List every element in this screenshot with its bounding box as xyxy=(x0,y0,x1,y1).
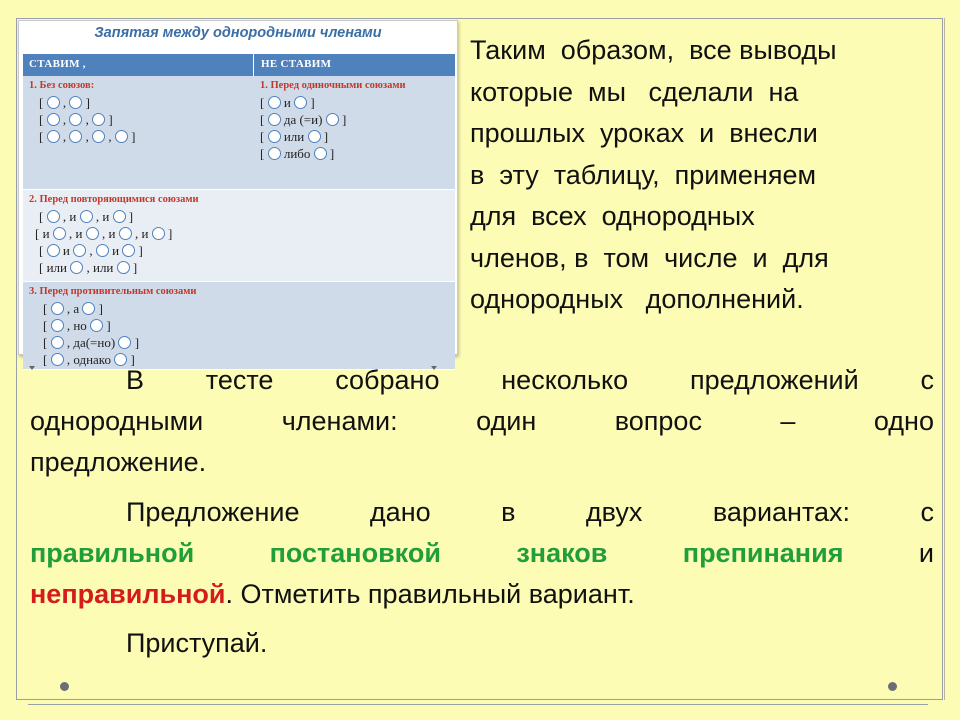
intro-line: членов, в том числе и для xyxy=(470,242,829,273)
row-heading: 2. Перед повторяющимися союзами xyxy=(29,194,199,205)
table-cell xyxy=(254,190,455,281)
correct-highlight: правильной постановкой знаков препинания xyxy=(30,538,844,568)
pattern: [ , ] xyxy=(39,95,90,110)
intro-line: прошлых уроках и внесли xyxy=(470,118,818,148)
table-cell xyxy=(254,76,455,189)
intro-line: которые мы сделали на xyxy=(470,76,799,107)
rules-table-image xyxy=(18,20,458,367)
pattern: [ , , ] xyxy=(39,112,113,127)
paragraph-start xyxy=(30,623,934,664)
pattern: [ , а ] xyxy=(43,301,103,316)
incorrect-highlight: неправильной xyxy=(30,579,226,609)
intro-line: для всех однородных xyxy=(470,201,755,231)
intro-line: однородных дополнений. xyxy=(470,284,804,314)
paragraph-line: . Отметить правильный вариант. xyxy=(225,579,635,609)
header-no-comma: НЕ СТАВИМ xyxy=(261,58,332,70)
row-heading: 1. Перед одиночными союзами xyxy=(260,80,406,91)
table-row xyxy=(23,190,455,282)
pattern: [ , , , ] xyxy=(39,129,136,144)
pattern: [ да (=и) ] xyxy=(260,112,347,127)
table-cell xyxy=(23,190,253,281)
table-title: Запятая между однородными членами xyxy=(94,25,382,41)
intro-line: в эту таблицу, применяем xyxy=(470,159,817,190)
row-heading: 1. Без союзов: xyxy=(29,80,95,91)
table-cell xyxy=(23,76,253,189)
intro-line: Таким образом, все выводы xyxy=(470,35,837,65)
pattern: [ или , или ] xyxy=(39,260,138,275)
pattern: [ или ] xyxy=(260,129,329,144)
instructions-box xyxy=(22,355,940,692)
pattern: [ , да(=но) ] xyxy=(43,335,140,350)
pattern: [ и , и ] xyxy=(39,243,143,258)
table-row xyxy=(23,76,455,190)
table-header xyxy=(23,54,455,76)
conjunction: и xyxy=(918,538,934,568)
pattern: [ и , и , и , и ] xyxy=(35,226,173,241)
pattern: [ , и , и ] xyxy=(39,209,134,224)
header-place-comma: СТАВИМ , xyxy=(29,58,86,70)
paragraph-test-description xyxy=(30,360,934,483)
frame-bottom-line xyxy=(28,704,928,705)
paragraph-line: Предложение дано в двух вариантах: с xyxy=(126,497,934,527)
pattern: [ либо ] xyxy=(260,146,335,161)
paragraph-line: предложение. xyxy=(30,447,207,477)
paragraph-variants xyxy=(30,492,934,615)
pattern: [ , однако ] xyxy=(43,352,135,367)
pattern: [ , но ] xyxy=(43,318,111,333)
paragraph-line: В тесте собрано несколько предложений с xyxy=(126,365,934,395)
intro-text xyxy=(470,30,930,321)
frame-edge xyxy=(944,18,945,700)
pattern: [ и ] xyxy=(260,95,315,110)
start-prompt: Приступай. xyxy=(126,628,268,658)
paragraph-line: однородными членами: один вопрос – одно xyxy=(30,406,934,436)
row-heading: 3. Перед противительным союзами xyxy=(29,286,197,297)
